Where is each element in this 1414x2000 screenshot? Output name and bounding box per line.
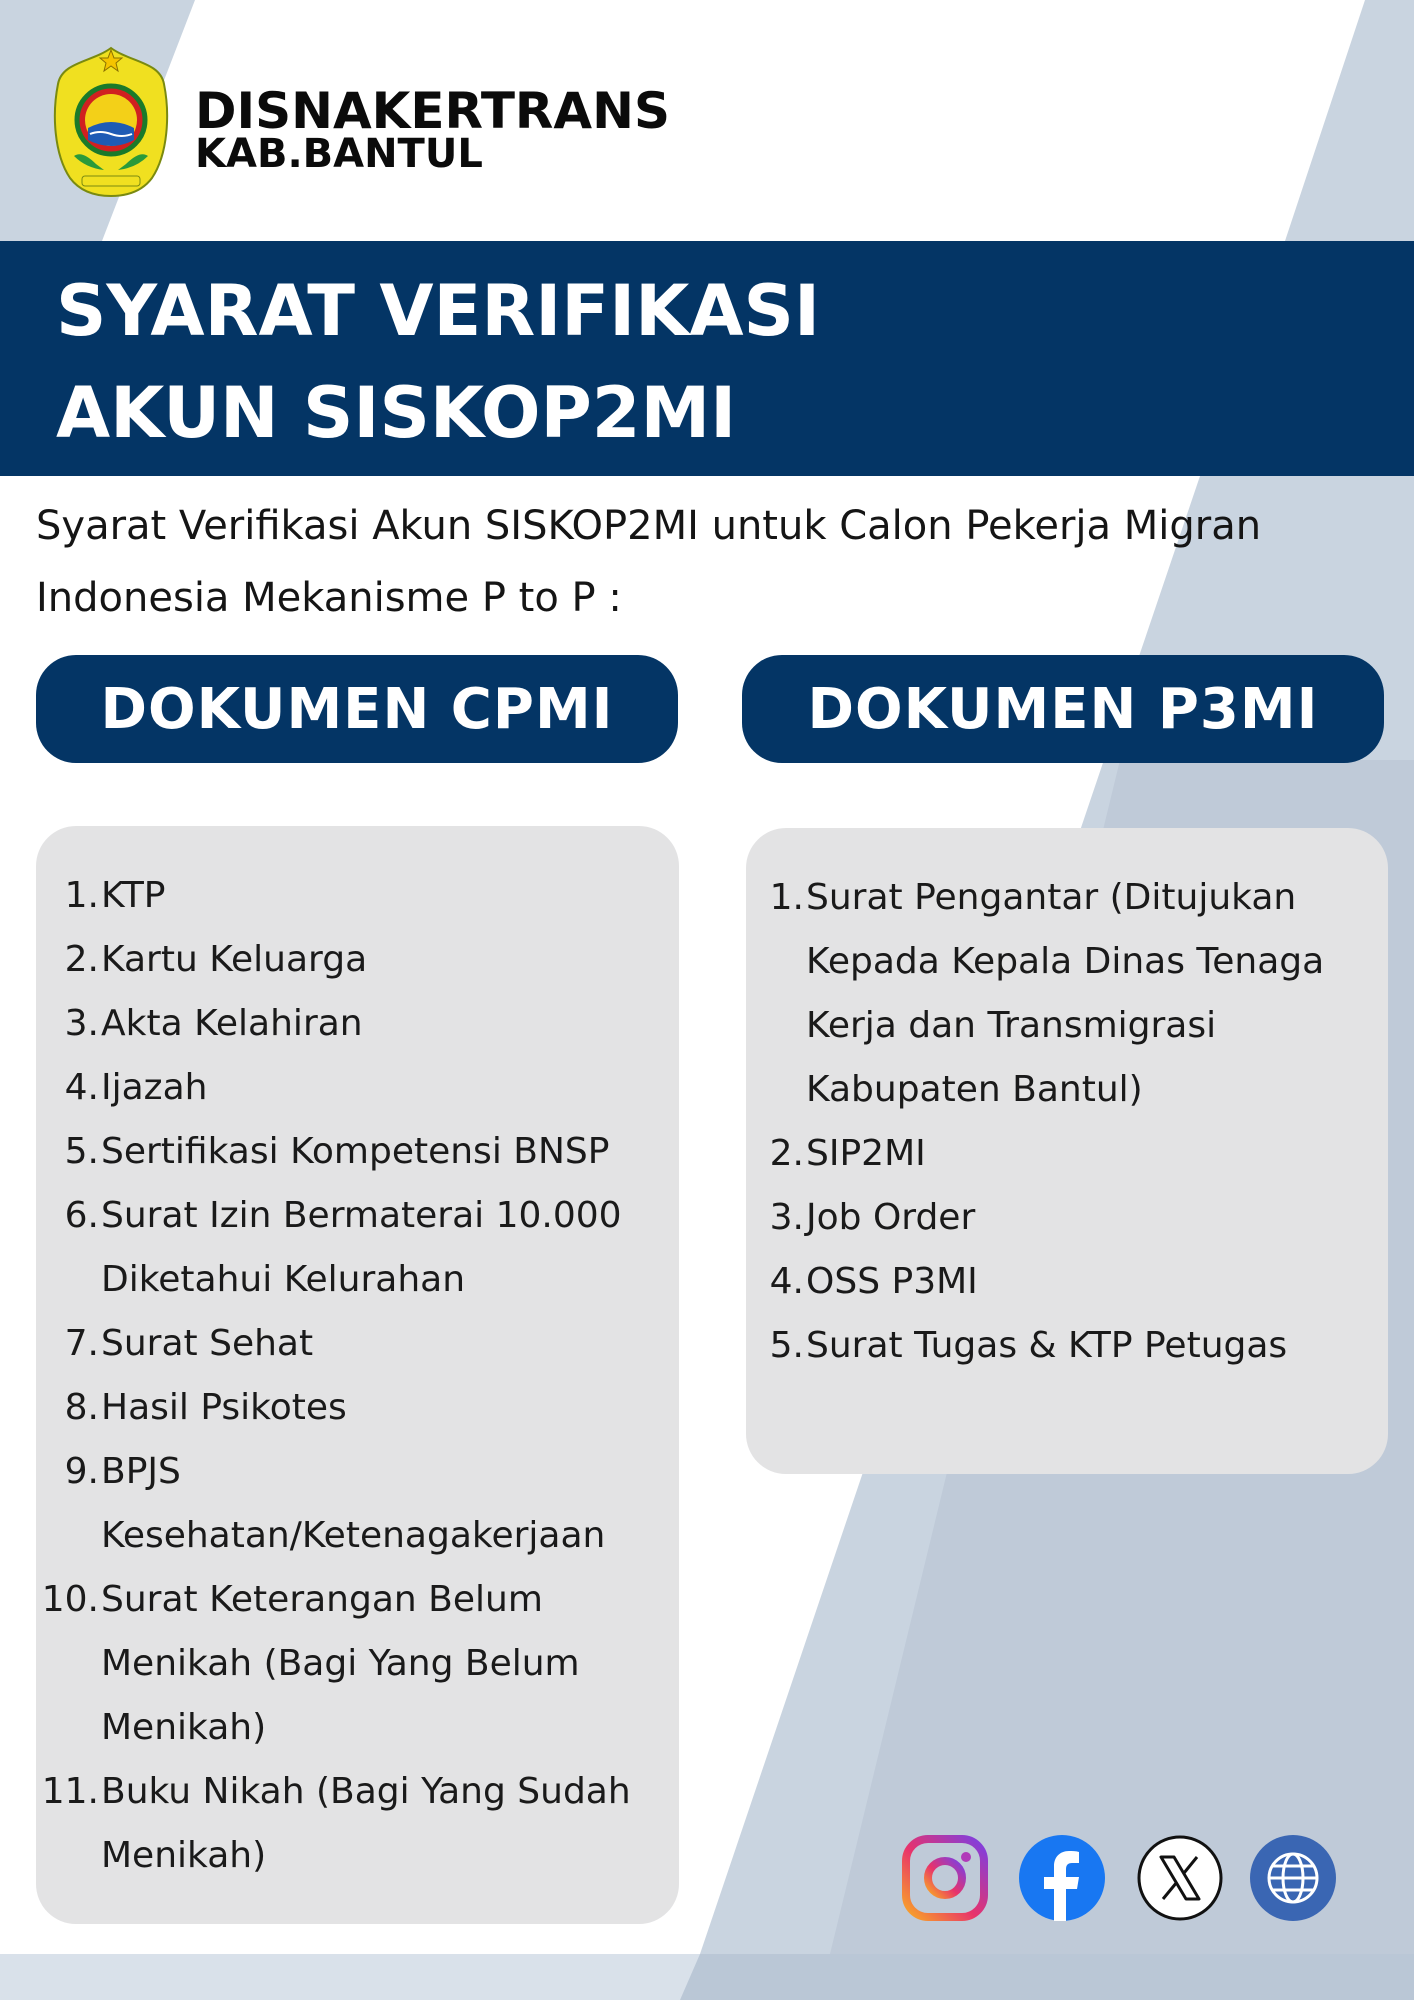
list-text: Surat Sehat — [101, 1323, 314, 1364]
p3mi-document-list — [746, 866, 1388, 1378]
list-item — [746, 1314, 1388, 1378]
p3mi-heading: DOKUMEN P3MI — [742, 655, 1384, 763]
list-item — [36, 1056, 679, 1120]
list-number: 4. — [64, 1067, 99, 1108]
list-number: 2. — [769, 1133, 804, 1174]
list-number: 9. — [64, 1451, 99, 1492]
list-text: SIP2MI — [806, 1133, 926, 1174]
list-text: BPJS Kesehatan/Ketenagakerjaan — [101, 1451, 606, 1556]
page-title-line1: SYARAT VERIFIKASI — [56, 270, 821, 352]
list-text: Akta Kelahiran — [101, 1003, 363, 1044]
list-number: 3. — [64, 1003, 99, 1044]
list-item — [36, 992, 679, 1056]
list-number: 11. — [41, 1771, 99, 1812]
list-text: Surat Tugas & KTP Petugas — [806, 1325, 1288, 1366]
list-number: 1. — [769, 877, 804, 918]
list-item — [746, 1122, 1388, 1186]
list-text: Ijazah — [101, 1067, 208, 1108]
list-text: Hasil Psikotes — [101, 1387, 347, 1428]
list-number: 3. — [769, 1197, 804, 1238]
list-item — [36, 864, 679, 928]
globe-website-icon[interactable] — [1250, 1835, 1336, 1921]
list-text: Surat Pengantar (Ditujukan Kepada Kepala Dinas Tenaga Kerja dan Transmigrasi Kabupaten Bantul) — [806, 877, 1325, 1110]
cpmi-heading: DOKUMEN CPMI — [36, 655, 678, 763]
list-number: 5. — [769, 1325, 804, 1366]
organization-name — [195, 82, 670, 177]
list-number: 2. — [64, 939, 99, 980]
list-item — [746, 1250, 1388, 1314]
list-item — [36, 928, 679, 992]
title-banner — [0, 241, 1414, 476]
org-name: DISNAKERTRANS — [195, 82, 670, 140]
list-number: 5. — [64, 1131, 99, 1172]
list-number: 1. — [64, 875, 99, 916]
org-region: KAB.BANTUL — [195, 131, 483, 177]
cpmi-document-card — [36, 826, 679, 1924]
list-number: 8. — [64, 1387, 99, 1428]
list-item — [746, 866, 1388, 1122]
list-item — [36, 1312, 679, 1376]
instagram-icon[interactable] — [902, 1835, 988, 1921]
list-text: Sertifikasi Kompetensi BNSP — [101, 1131, 610, 1172]
list-text: Job Order — [806, 1197, 976, 1238]
list-item — [36, 1568, 679, 1760]
x-twitter-icon[interactable] — [1137, 1835, 1223, 1921]
list-item — [36, 1760, 679, 1888]
intro-text: Syarat Verifikasi Akun SISKOP2MI untuk Calon Pekerja Migran Indonesia Mekanisme P to P : — [36, 503, 1262, 621]
list-item — [36, 1120, 679, 1184]
list-text: KTP — [101, 875, 166, 916]
bottom-band — [0, 1954, 1414, 2000]
page-title-line2: AKUN SISKOP2MI — [56, 372, 737, 454]
list-item — [746, 1186, 1388, 1250]
list-text: OSS P3MI — [806, 1261, 978, 1302]
list-text: Kartu Keluarga — [101, 939, 368, 980]
list-number: 6. — [64, 1195, 99, 1236]
list-item — [36, 1440, 679, 1568]
list-number: 4. — [769, 1261, 804, 1302]
list-text: Buku Nikah (Bagi Yang Sudah Menikah) — [101, 1771, 631, 1876]
list-text: Surat Keterangan Belum Menikah (Bagi Yang Belum Menikah) — [101, 1579, 580, 1748]
list-number: 10. — [41, 1579, 99, 1620]
p3mi-document-card — [746, 828, 1388, 1474]
list-item — [36, 1184, 679, 1312]
bantul-regency-emblem-icon — [52, 44, 170, 198]
facebook-icon[interactable] — [1019, 1835, 1105, 1921]
cpmi-document-list — [36, 864, 679, 1888]
list-text: Surat Izin Bermaterai 10.000 Diketahui Kelurahan — [101, 1195, 622, 1300]
list-item — [36, 1376, 679, 1440]
list-number: 7. — [64, 1323, 99, 1364]
